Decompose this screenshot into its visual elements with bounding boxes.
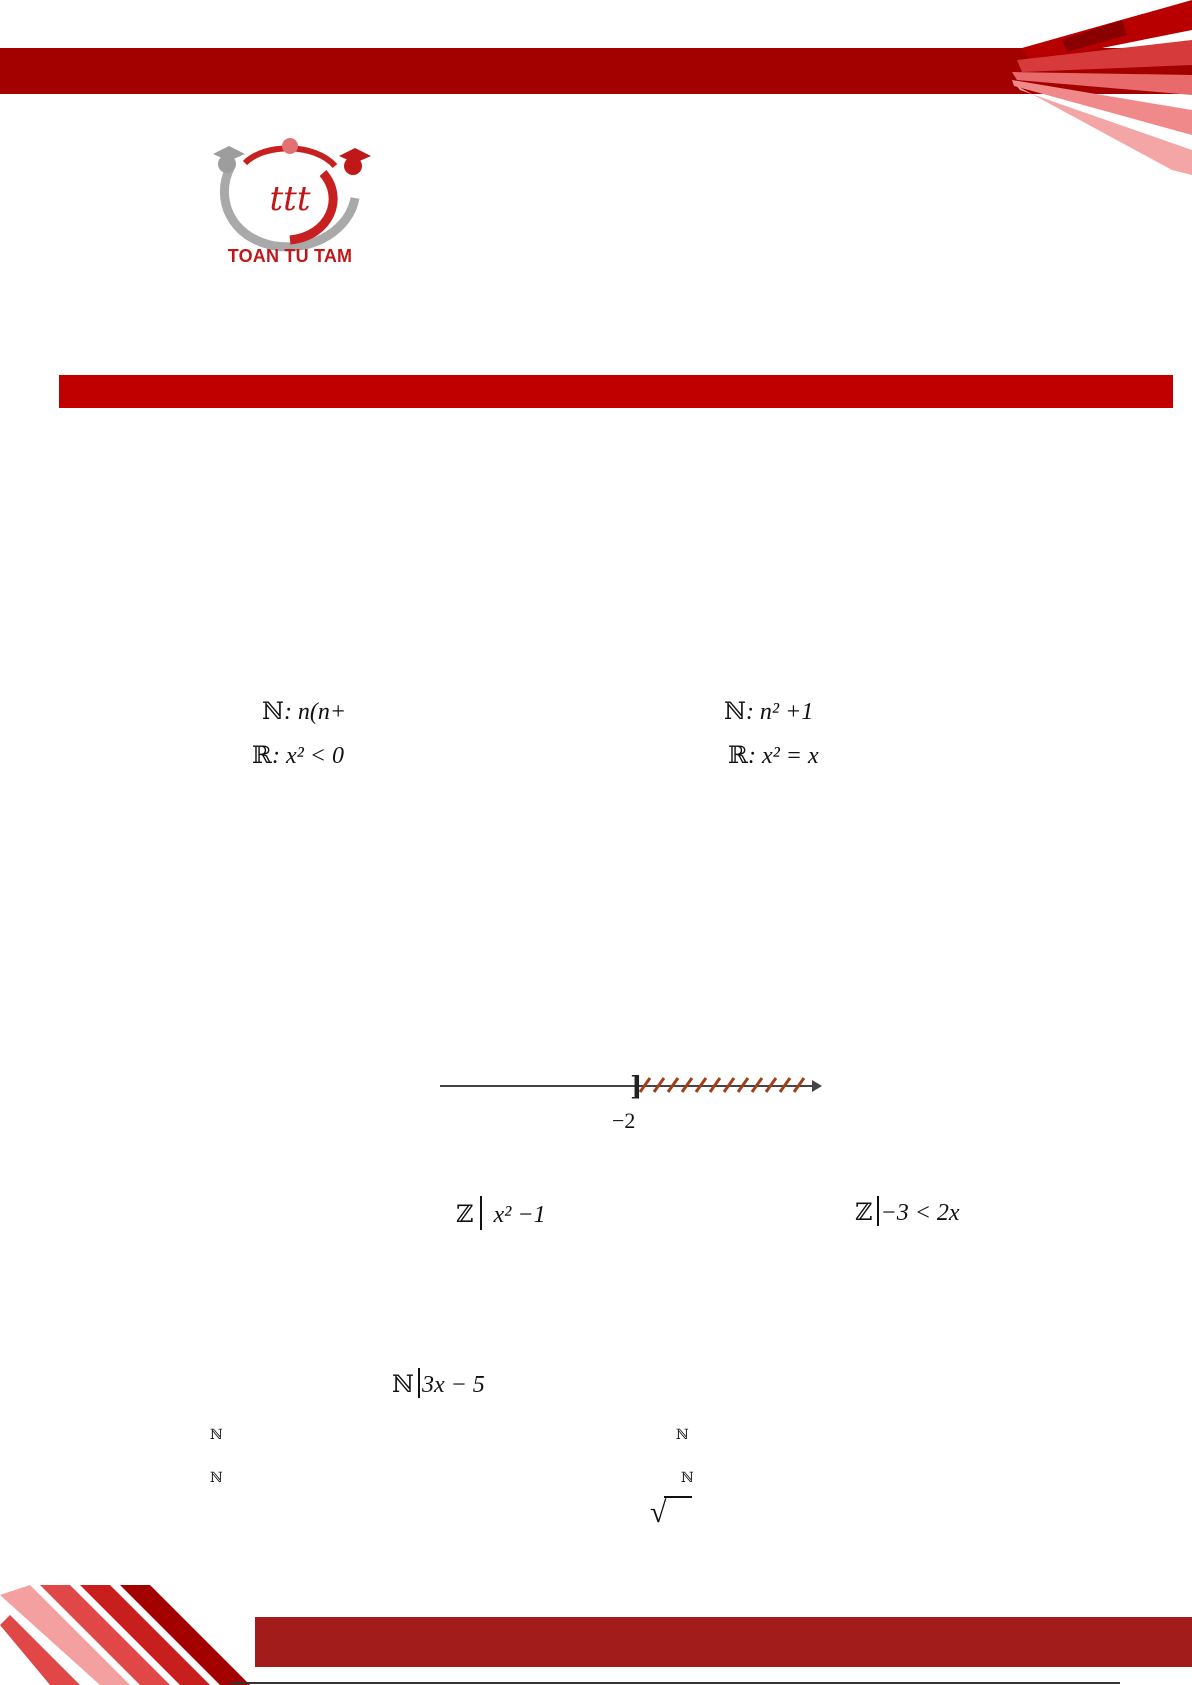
footer-band [255, 1617, 1192, 1667]
number-line-bracket: ] [630, 1072, 643, 1102]
small-n-4: ℕ [681, 1471, 694, 1486]
math-row1-left: ℕ: n(n+ [262, 699, 347, 725]
svg-text:ttt: ttt [269, 179, 311, 219]
small-n-2: ℕ [676, 1428, 689, 1443]
math-row4: ℕ 3x − 5 [392, 1368, 485, 1398]
small-n-3: ℕ [210, 1471, 223, 1486]
sqrt-symbol: √ [650, 1496, 692, 1528]
math-row2-right: ℝ: x² = x [728, 743, 819, 769]
header-rays-decoration [962, 0, 1192, 175]
footer-line [230, 1682, 1120, 1684]
footer-stripes-decoration [0, 1585, 270, 1685]
math-row2-left: ℝ: x² < 0 [252, 743, 344, 769]
number-line-label: −2 [612, 1108, 636, 1133]
math-row1-right: ℕ: n² +1 [724, 699, 814, 725]
section-title-bar [59, 375, 1173, 408]
logo-text: TOAN TU TAM [227, 246, 353, 266]
small-n-1: ℕ [210, 1428, 223, 1443]
math-row3-left: ℤ x² −1 [456, 1196, 546, 1230]
math-row3-right: ℤ −3 < 2x [855, 1196, 960, 1226]
